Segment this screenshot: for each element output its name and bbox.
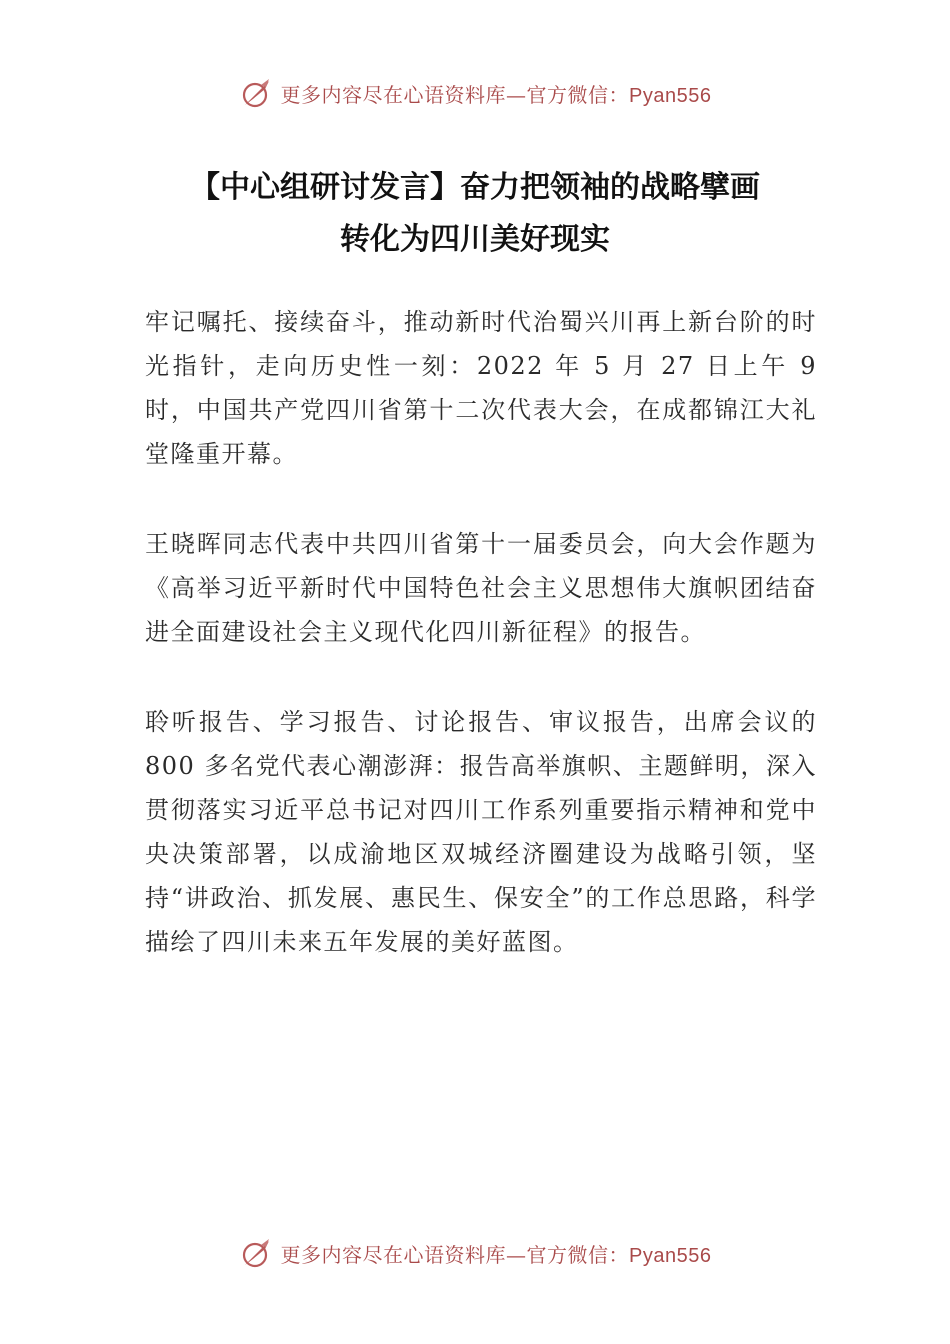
- header-banner-text: [281, 79, 712, 108]
- banner-site-text: 更多内容尽在心语资料库: [280, 82, 507, 107]
- title-line-2: 转化为四川美好现实: [340, 222, 610, 257]
- banner-separator: —: [506, 82, 527, 107]
- banner-separator: —: [506, 1242, 527, 1267]
- paragraph: 王晓晖同志代表中共四川省第十一届委员会，向大会作题为《高举习近平新时代中国特色社会主义思想伟大旗帜团结奋进全面建设社会主义现代化四川新征程》的报告。: [145, 530, 817, 646]
- footer-banner-text: [281, 1239, 712, 1268]
- banner-wechat-label: 官方微信：: [526, 82, 630, 107]
- title-line-1: 【中心组研讨发言】奋力把领袖的战略擘画: [190, 170, 760, 205]
- banner-site-text: 更多内容尽在心语资料库: [280, 1242, 507, 1267]
- banner-wechat-id: Pyan556: [629, 1244, 712, 1267]
- banner-wechat-label: 官方微信：: [526, 1242, 630, 1267]
- paragraph: 聆听报告、学习报告、讨论报告、审议报告，出席会议的 800 多名党代表心潮澎湃：报告高举旗帜、主题鲜明，深入贯彻落实习近平总书记对四川工作系列重要指示精神和党中央决策部署，以成渝地区双城经济圈建设为战略引领，坚持“讲政治、抓发展、惠民生、保安全”的工作总思路，科学描绘了四川未来五年发展的美好蓝图。: [145, 708, 817, 956]
- header-banner: [0, 73, 950, 113]
- banner-wechat-id: Pyan556: [629, 84, 712, 107]
- footer-banner: [0, 1233, 950, 1273]
- quill-pen-icon: [239, 1235, 275, 1271]
- quill-pen-icon: [239, 75, 275, 111]
- paragraph: 牢记嘱托、接续奋斗，推动新时代治蜀兴川再上新台阶的时光指针，走向历史性一刻：2022 年 5 月 27 日上午 9 时，中国共产党四川省第十二次代表大会，在成都锦江大礼堂隆重开幕。: [145, 308, 817, 468]
- document-body: [145, 300, 817, 1010]
- document-title: [130, 162, 820, 266]
